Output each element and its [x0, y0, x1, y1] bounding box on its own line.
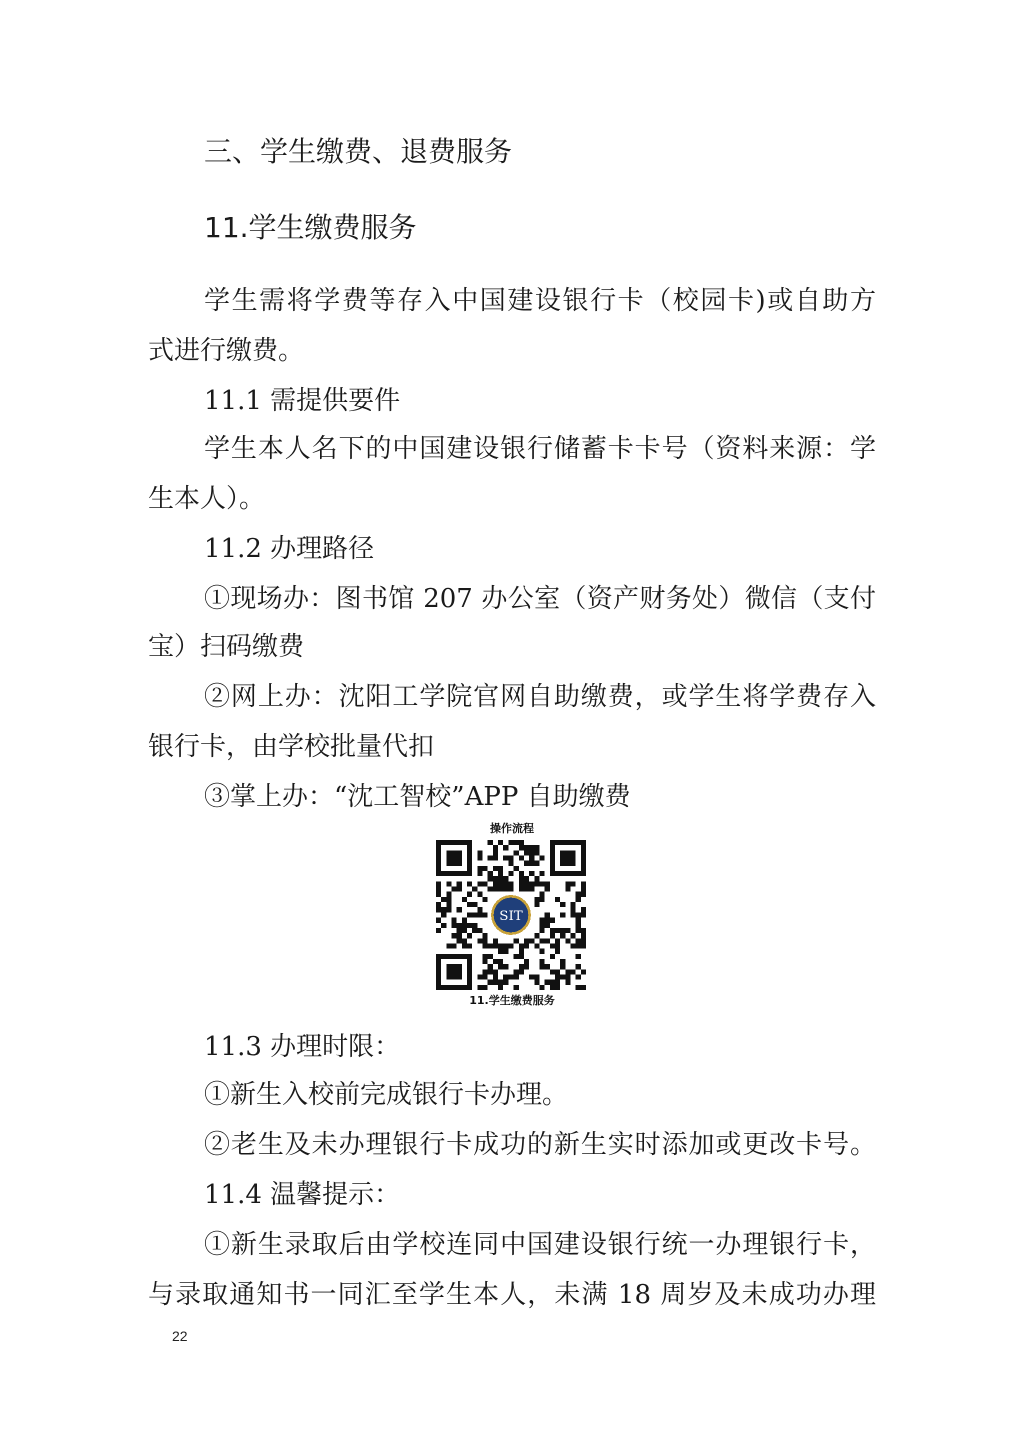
qr-module: [483, 897, 488, 902]
qr-module: [488, 980, 493, 985]
qr-module: [560, 959, 565, 964]
qr-module: [519, 969, 524, 974]
qr-module: [534, 861, 539, 866]
qr-module: [529, 881, 534, 886]
qr-module: [472, 902, 477, 907]
qr-module: [570, 943, 575, 948]
qr-module: [539, 881, 544, 886]
qr-module: [503, 974, 508, 979]
qr-module: [493, 866, 498, 871]
intro-line-1: 学生需将学费等存入中国建设银行卡（校园卡)或自助方: [204, 286, 876, 316]
qr-module: [539, 964, 544, 969]
qr-module: [436, 892, 441, 897]
qr-module: [529, 938, 534, 943]
qr-module: [550, 933, 555, 938]
qr-module: [519, 876, 524, 881]
qr-module: [576, 938, 581, 943]
qr-module: [493, 980, 498, 985]
qr-caption-top: 操作流程: [490, 822, 534, 835]
qr-module: [539, 923, 544, 928]
s11-1-line-1: 学生本人名下的中国建设银行储蓄卡卡号（资料来源：学: [204, 434, 876, 464]
qr-module: [483, 933, 488, 938]
qr-module: [576, 897, 581, 902]
qr-module: [555, 943, 560, 948]
qr-module: [555, 980, 560, 985]
qr-module: [483, 974, 488, 979]
qr-module: [519, 840, 524, 845]
qr-module: [519, 887, 524, 892]
qr-module: [472, 887, 477, 892]
qr-module: [550, 954, 555, 959]
qr-module: [565, 887, 570, 892]
qr-module: [457, 923, 462, 928]
qr-module: [519, 881, 524, 886]
qr-module: [457, 907, 462, 912]
s11-3-item-1: ①新生入校前完成银行卡办理。: [204, 1080, 569, 1110]
qr-module: [508, 887, 513, 892]
qr-module: [514, 969, 519, 974]
qr-module: [576, 928, 581, 933]
qr-module: [508, 840, 513, 845]
qr-module: [565, 928, 570, 933]
qr-module: [581, 933, 586, 938]
qr-module: [467, 881, 472, 886]
qr-module: [570, 881, 575, 886]
qr-module: [446, 892, 451, 897]
s11-1-line-2: 生本人）。: [148, 484, 266, 514]
qr-module: [555, 969, 560, 974]
qr-module: [539, 897, 544, 902]
qr-module: [524, 938, 529, 943]
s11-1-title: 11.1 需提供要件: [204, 386, 401, 416]
qr-module: [539, 985, 544, 990]
qr-module: [446, 881, 451, 886]
qr-module: [477, 985, 482, 990]
intro-line-2: 式进行缴费。: [148, 336, 305, 366]
qr-module: [539, 918, 544, 923]
qr-module: [452, 923, 457, 928]
qr-module: [483, 969, 488, 974]
qr-module: [467, 912, 472, 917]
qr-module: [441, 923, 446, 928]
s11-2-item1-line-1: ①现场办：图书馆 207 办公室（资产财务处）微信（支付: [204, 584, 876, 614]
qr-module: [514, 840, 519, 845]
qr-module: [503, 856, 508, 861]
qr-module: [446, 897, 451, 902]
qr-module: [514, 954, 519, 959]
qr-module: [498, 980, 503, 985]
qr-module: [534, 933, 539, 938]
qr-module: [534, 980, 539, 985]
s11-3-title: 11.3 办理时限：: [204, 1032, 401, 1062]
qr-module: [524, 881, 529, 886]
qr-module: [545, 923, 550, 928]
qr-module: [534, 974, 539, 979]
qr-module: [508, 943, 513, 948]
qr-module: [539, 892, 544, 897]
qr-module: [508, 856, 513, 861]
qr-module: [467, 923, 472, 928]
qr-module: [576, 964, 581, 969]
qr-module: [555, 985, 560, 990]
qr-module: [534, 881, 539, 886]
qr-module: [550, 985, 555, 990]
qr-module: [493, 969, 498, 974]
qr-module: [483, 912, 488, 917]
qr-module: [477, 928, 482, 933]
qr-module: [524, 964, 529, 969]
qr-module: [493, 881, 498, 886]
qr-module: [529, 850, 534, 855]
page-number: 22: [172, 1328, 188, 1344]
qr-module: [524, 876, 529, 881]
qr-module: [519, 871, 524, 876]
qr-module: [452, 933, 457, 938]
qr-module: [581, 887, 586, 892]
qr-module: [514, 974, 519, 979]
qr-module: [498, 881, 503, 886]
qr-module: [576, 923, 581, 928]
qr-module: [560, 928, 565, 933]
qr-module: [483, 943, 488, 948]
qr-module: [441, 897, 446, 902]
qr-module: [519, 954, 524, 959]
qr-module: [565, 969, 570, 974]
qr-module: [581, 943, 586, 948]
qr-module: [514, 985, 519, 990]
qr-module: [472, 923, 477, 928]
qr-module: [436, 887, 441, 892]
qr-module: [488, 887, 493, 892]
qr-module: [483, 881, 488, 886]
qr-module: [545, 918, 550, 923]
qr-module: [498, 840, 503, 845]
qr-module: [539, 871, 544, 876]
qr-module: [539, 959, 544, 964]
qr-module: [519, 949, 524, 954]
qr-module: [446, 907, 451, 912]
qr-module: [529, 856, 534, 861]
qr-module: [436, 918, 441, 923]
qr-module: [560, 912, 565, 917]
qr-module: [441, 907, 446, 912]
s11-2-item1-line-2: 宝）扫码缴费: [148, 632, 305, 662]
qr-module: [545, 980, 550, 985]
qr-module: [581, 969, 586, 974]
qr-module: [529, 887, 534, 892]
qr-module: [524, 959, 529, 964]
qr-module: [462, 897, 467, 902]
qr-module: [493, 876, 498, 881]
qr-module: [524, 845, 529, 850]
qr-module: [514, 850, 519, 855]
qr-module: [555, 949, 560, 954]
qr-module: [436, 902, 441, 907]
qr-module: [477, 938, 482, 943]
qr-module: [529, 974, 534, 979]
qr-module: [488, 943, 493, 948]
qr-module: [581, 881, 586, 886]
qr-module: [462, 918, 467, 923]
qr-module: [565, 974, 570, 979]
qr-module: [457, 887, 462, 892]
qr-module: [534, 850, 539, 855]
qr-module: [462, 923, 467, 928]
qr-module: [576, 918, 581, 923]
qr-caption-bottom: 11.学生缴费服务: [469, 994, 555, 1007]
qr-module: [452, 918, 457, 923]
qr-module: [519, 856, 524, 861]
qr-module: [436, 881, 441, 886]
qr-module: [457, 928, 462, 933]
qr-module: [503, 876, 508, 881]
qr-module: [477, 881, 482, 886]
qr-module: [539, 928, 544, 933]
qr-module: [565, 938, 570, 943]
qr-module: [477, 850, 482, 855]
qr-module: [446, 943, 451, 948]
qr-module: [503, 964, 508, 969]
qr-module: [462, 943, 467, 948]
qr-module: [493, 943, 498, 948]
qr-module: [539, 938, 544, 943]
qr-module: [488, 840, 493, 845]
qr-module: [503, 949, 508, 954]
s11-4-title: 11.4 温馨提示：: [204, 1180, 401, 1210]
qr-module: [503, 845, 508, 850]
qr-module: [483, 985, 488, 990]
qr-finder-inner: [560, 850, 576, 866]
qr-module: [493, 856, 498, 861]
qr-module: [529, 845, 534, 850]
subsection-title: 11.学生缴费服务: [204, 211, 417, 244]
qr-module: [508, 974, 513, 979]
qr-module: [581, 907, 586, 912]
qr-module: [534, 845, 539, 850]
qr-module: [555, 928, 560, 933]
qr-finder-inner: [446, 964, 462, 980]
qr-module: [508, 871, 513, 876]
s11-2-item2-line-2: 银行卡，由学校批量代扣: [148, 732, 435, 762]
qr-module: [498, 866, 503, 871]
qr-module: [519, 845, 524, 850]
school-logo-text: SIT: [499, 909, 523, 925]
qr-module: [498, 949, 503, 954]
qr-module: [462, 938, 467, 943]
qr-module: [498, 964, 503, 969]
qr-module: [503, 881, 508, 886]
qr-module: [570, 969, 575, 974]
s11-4-item1-line-2: 与录取通知书一同汇至学生本人，未满 18 周岁及未成功办理: [148, 1280, 876, 1310]
qr-module: [483, 938, 488, 943]
qr-module: [550, 928, 555, 933]
qr-module: [503, 887, 508, 892]
qr-module: [581, 928, 586, 933]
qr-module: [519, 964, 524, 969]
qr-module: [524, 861, 529, 866]
qr-module: [565, 980, 570, 985]
qr-module: [555, 974, 560, 979]
qr-module: [539, 856, 544, 861]
qr-module: [545, 964, 550, 969]
qr-module: [576, 954, 581, 959]
qr-module: [503, 980, 508, 985]
qr-module: [534, 876, 539, 881]
qr-module: [467, 902, 472, 907]
qr-module: [555, 897, 560, 902]
qr-module: [555, 938, 560, 943]
qr-module: [539, 949, 544, 954]
qr-module: [493, 845, 498, 850]
s11-3-item-2: ②老生及未办理银行卡成功的新生实时添加或更改卡号。: [204, 1130, 876, 1160]
qr-module: [488, 856, 493, 861]
qr-module: [560, 974, 565, 979]
qr-module: [576, 892, 581, 897]
qr-module: [498, 876, 503, 881]
qr-module: [576, 985, 581, 990]
qr-module: [436, 928, 441, 933]
qr-module: [581, 892, 586, 897]
qr-module: [488, 871, 493, 876]
qr-module: [483, 866, 488, 871]
qr-module: [519, 943, 524, 948]
qr-module: [576, 974, 581, 979]
qr-module: [570, 902, 575, 907]
qr-module: [576, 943, 581, 948]
qr-module: [493, 959, 498, 964]
qr-module: [503, 943, 508, 948]
qr-module: [477, 856, 482, 861]
s11-2-title: 11.2 办理路径: [204, 534, 375, 564]
qr-module: [452, 943, 457, 948]
qr-module: [534, 902, 539, 907]
qr-module: [534, 897, 539, 902]
qr-module: [581, 985, 586, 990]
section-title: 三、学生缴费、退费服务: [204, 135, 513, 168]
qr-module: [467, 933, 472, 938]
qr-module: [508, 861, 513, 866]
qr-module: [550, 980, 555, 985]
qr-module: [483, 959, 488, 964]
qr-module: [477, 866, 482, 871]
qr-module: [498, 887, 503, 892]
qr-module: [493, 938, 498, 943]
s11-4-item1-line-1: ①新生录取后由学校连同中国建设银行统一办理银行卡，: [204, 1230, 876, 1260]
qr-module: [477, 871, 482, 876]
s11-2-item3: ③掌上办：“沈工智校”APP 自助缴费: [204, 782, 631, 812]
qr-module: [477, 912, 482, 917]
qr-module: [565, 881, 570, 886]
qr-module: [570, 907, 575, 912]
qr-module: [524, 887, 529, 892]
qr-module: [498, 943, 503, 948]
qr-module: [457, 933, 462, 938]
qr-module: [514, 866, 519, 871]
qr-module: [436, 907, 441, 912]
qr-module: [529, 861, 534, 866]
qr-module: [545, 881, 550, 886]
qr-module: [560, 933, 565, 938]
qr-module: [493, 887, 498, 892]
qr-module: [488, 954, 493, 959]
qr-module: [488, 876, 493, 881]
qr-module: [498, 985, 503, 990]
qr-module: [452, 887, 457, 892]
qr-module: [581, 912, 586, 917]
qr-module: [493, 850, 498, 855]
qr-module: [545, 938, 550, 943]
qr-module: [570, 912, 575, 917]
qr-module: [457, 881, 462, 886]
qr-module: [550, 969, 555, 974]
qr-module: [488, 969, 493, 974]
qr-module: [488, 964, 493, 969]
qr-module: [550, 918, 555, 923]
qr-module: [446, 902, 451, 907]
qr-module: [570, 933, 575, 938]
qr-module: [457, 938, 462, 943]
qr-module: [441, 912, 446, 917]
qr-module: [524, 850, 529, 855]
qr-module: [560, 902, 565, 907]
qr-module: [498, 871, 503, 876]
qr-module: [467, 892, 472, 897]
qr-finder-inner: [446, 850, 462, 866]
qr-module: [576, 912, 581, 917]
qr-module: [529, 871, 534, 876]
qr-code-image[interactable]: [436, 840, 586, 990]
qr-module: [560, 964, 565, 969]
qr-module: [508, 881, 513, 886]
qr-module: [524, 943, 529, 948]
qr-module: [472, 912, 477, 917]
qr-module: [514, 938, 519, 943]
qr-module: [498, 959, 503, 964]
qr-module: [477, 974, 482, 979]
qr-module: [467, 943, 472, 948]
qr-module: [483, 954, 488, 959]
s11-2-item2-line-1: ②网上办：沈阳工学院官网自助缴费，或学生将学费存入: [204, 682, 876, 712]
qr-module: [550, 943, 555, 948]
qr-module: [477, 907, 482, 912]
qr-module: [477, 892, 482, 897]
qr-module: [581, 938, 586, 943]
qr-module: [534, 943, 539, 948]
qr-module: [545, 912, 550, 917]
qr-module: [462, 928, 467, 933]
qr-module: [545, 887, 550, 892]
qr-module: [493, 974, 498, 979]
qr-module: [472, 928, 477, 933]
